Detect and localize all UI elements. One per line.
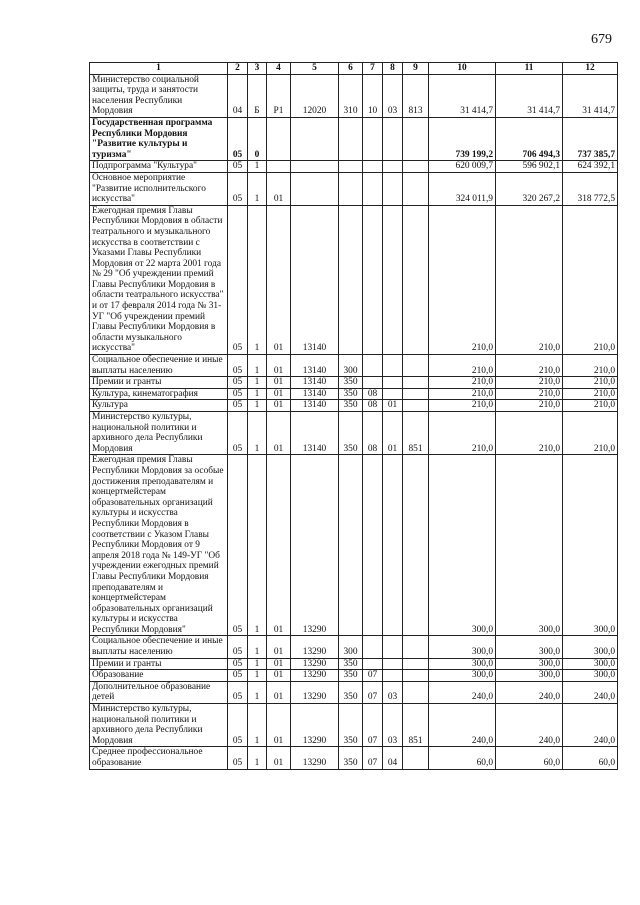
amount-cell: 210,0 (429, 400, 496, 412)
code-cell (339, 161, 363, 173)
table-row (90, 74, 618, 117)
code-cell: 0 (248, 117, 267, 160)
code-cell: 1 (248, 670, 267, 682)
code-cell (363, 172, 383, 205)
table-row (90, 388, 618, 400)
code-cell: 1 (248, 681, 267, 703)
row-name-cell: Культура, кинематография (90, 388, 228, 400)
code-cell: 350 (339, 704, 363, 747)
table-row (90, 172, 618, 205)
table-row (90, 681, 618, 703)
col-header: 7 (363, 63, 383, 75)
table-row (90, 205, 618, 354)
code-cell: 05 (228, 704, 248, 747)
code-cell (363, 636, 383, 658)
code-cell: 01 (267, 412, 291, 455)
amount-cell: 300,0 (563, 658, 618, 670)
table-row (90, 117, 618, 160)
code-cell: 03 (383, 704, 403, 747)
code-cell: 350 (339, 400, 363, 412)
code-cell: 13290 (291, 670, 339, 682)
row-name-cell: Ежегодная премия Главы Республики Мордовия за особые достижения преподавателям и концертмейстерам образовательных организаций культуры и искусства Республики Мордовия в соответствии с Указом Главы Республики Мордовия от 9 апреля 2018 года № 149-УГ "Об учреждении ежегодных премий Главы Республики Мордовия преподавателям и концертмейстерам образовательных организаций культуры и искусства Республики Мордовия" (90, 455, 228, 636)
code-cell: 05 (228, 658, 248, 670)
code-cell (403, 681, 429, 703)
code-cell: 01 (383, 412, 403, 455)
table-row (90, 412, 618, 455)
row-name-cell: Социальное обеспечение и иные выплаты населению (90, 355, 228, 377)
code-cell: 13290 (291, 636, 339, 658)
code-cell: 05 (228, 117, 248, 160)
code-cell: 13290 (291, 455, 339, 636)
code-cell (403, 658, 429, 670)
code-cell: 1 (248, 205, 267, 354)
code-cell: 13290 (291, 681, 339, 703)
amount-cell: 60,0 (563, 747, 618, 769)
code-cell (403, 172, 429, 205)
amount-cell: 300,0 (429, 670, 496, 682)
amount-cell: 210,0 (563, 377, 618, 389)
code-cell (339, 117, 363, 160)
table-row (90, 747, 618, 769)
code-cell: 13140 (291, 205, 339, 354)
code-cell (363, 355, 383, 377)
code-cell: 1 (248, 355, 267, 377)
amount-cell: 31 414,7 (563, 74, 618, 117)
col-header: 11 (496, 63, 563, 75)
amount-cell: 320 267,2 (496, 172, 563, 205)
row-name-cell: Министерство социальной защиты, труда и занятости населения Республики Мордовия (90, 74, 228, 117)
table-row (90, 400, 618, 412)
amount-cell: 318 772,5 (563, 172, 618, 205)
code-cell: 05 (228, 355, 248, 377)
row-name-cell: Культура (90, 400, 228, 412)
code-cell: 05 (228, 636, 248, 658)
code-cell: 350 (339, 388, 363, 400)
amount-cell: 210,0 (563, 355, 618, 377)
code-cell: 05 (228, 172, 248, 205)
amount-cell: 210,0 (496, 205, 563, 354)
code-cell: 07 (363, 670, 383, 682)
code-cell: 01 (267, 400, 291, 412)
amount-cell: 210,0 (563, 412, 618, 455)
amount-cell: 210,0 (496, 355, 563, 377)
code-cell (363, 377, 383, 389)
col-header: 9 (403, 63, 429, 75)
amount-cell: 706 494,3 (496, 117, 563, 160)
col-header: 2 (228, 63, 248, 75)
amount-cell: 31 414,7 (496, 74, 563, 117)
code-cell: 04 (228, 74, 248, 117)
col-header: 4 (267, 63, 291, 75)
code-cell: 350 (339, 747, 363, 769)
amount-cell: 210,0 (429, 388, 496, 400)
code-cell: 1 (248, 455, 267, 636)
code-cell: 08 (363, 400, 383, 412)
code-cell: 350 (339, 412, 363, 455)
code-cell: 05 (228, 388, 248, 400)
row-name-cell: Ежегодная премия Главы Республики Мордовия в области театрального и музыкального искусства в соответствии с Указами Главы Республики Мордовия от 22 марта 2001 года № 29 "Об учреждении премий Главы Республики Мордовия в области театрального искусства" и от 17 февраля 2014 года № 31-УГ "Об учреждении премий Главы Республики Мордовия в области музыкального искусства" (90, 205, 228, 354)
code-cell: 01 (267, 658, 291, 670)
code-cell: 01 (267, 681, 291, 703)
code-cell (383, 377, 403, 389)
amount-cell: 300,0 (496, 455, 563, 636)
page-number: 679 (591, 32, 612, 47)
row-name-cell: Основное мероприятие "Развитие исполнительского искусства" (90, 172, 228, 205)
code-cell: 01 (267, 704, 291, 747)
row-name-cell: Премии и гранты (90, 658, 228, 670)
code-cell: 03 (383, 681, 403, 703)
code-cell: 01 (267, 172, 291, 205)
amount-cell: 300,0 (429, 658, 496, 670)
code-cell: 01 (267, 455, 291, 636)
code-cell (383, 670, 403, 682)
row-name-cell: Государственная программа Республики Мордовия "Развитие культуры и туризма" (90, 117, 228, 160)
code-cell (383, 388, 403, 400)
amount-cell: 240,0 (563, 681, 618, 703)
amount-cell: 210,0 (429, 205, 496, 354)
table-row (90, 161, 618, 173)
row-name-cell: Образование (90, 670, 228, 682)
amount-cell: 240,0 (429, 681, 496, 703)
code-cell: 350 (339, 681, 363, 703)
row-name-cell: Подпрограмма "Культура" (90, 161, 228, 173)
table-header-row (90, 63, 618, 75)
col-header: 1 (90, 63, 228, 75)
code-cell: Б (248, 74, 267, 117)
code-cell (403, 388, 429, 400)
code-cell (403, 377, 429, 389)
code-cell (383, 658, 403, 670)
code-cell (363, 205, 383, 354)
amount-cell: 300,0 (496, 670, 563, 682)
row-name-cell: Среднее профессиональное образование (90, 747, 228, 769)
row-name-cell: Дополнительное образование детей (90, 681, 228, 703)
code-cell: 01 (267, 636, 291, 658)
amount-cell: 210,0 (563, 400, 618, 412)
code-cell (383, 636, 403, 658)
amount-cell: 300,0 (496, 658, 563, 670)
code-cell (383, 117, 403, 160)
code-cell (363, 117, 383, 160)
code-cell: 1 (248, 388, 267, 400)
code-cell: 1 (248, 636, 267, 658)
code-cell: 01 (267, 377, 291, 389)
code-cell (403, 355, 429, 377)
code-cell (403, 747, 429, 769)
code-cell: 300 (339, 355, 363, 377)
code-cell: 1 (248, 704, 267, 747)
code-cell: 01 (267, 670, 291, 682)
amount-cell: 210,0 (496, 400, 563, 412)
code-cell: 1 (248, 412, 267, 455)
code-cell: 851 (403, 412, 429, 455)
code-cell: 01 (267, 205, 291, 354)
budget-table (89, 62, 618, 770)
code-cell: 01 (267, 747, 291, 769)
code-cell: 13140 (291, 400, 339, 412)
amount-cell: 324 011,9 (429, 172, 496, 205)
code-cell: 05 (228, 455, 248, 636)
code-cell: Р1 (267, 74, 291, 117)
code-cell: 12020 (291, 74, 339, 117)
amount-cell: 737 385,7 (563, 117, 618, 160)
code-cell: 07 (363, 681, 383, 703)
amount-cell: 210,0 (563, 205, 618, 354)
amount-cell: 739 199,2 (429, 117, 496, 160)
amount-cell: 240,0 (496, 704, 563, 747)
code-cell: 1 (248, 747, 267, 769)
amount-cell: 210,0 (496, 412, 563, 455)
code-cell (363, 658, 383, 670)
row-name-cell: Социальное обеспечение и иные выплаты населению (90, 636, 228, 658)
amount-cell: 624 392,1 (563, 161, 618, 173)
table-row (90, 658, 618, 670)
code-cell (291, 172, 339, 205)
code-cell: 05 (228, 161, 248, 173)
code-cell (363, 161, 383, 173)
table-row (90, 704, 618, 747)
code-cell (267, 161, 291, 173)
amount-cell: 300,0 (563, 670, 618, 682)
code-cell: 1 (248, 377, 267, 389)
code-cell (383, 455, 403, 636)
col-header: 5 (291, 63, 339, 75)
amount-cell: 210,0 (429, 377, 496, 389)
amount-cell: 210,0 (429, 412, 496, 455)
code-cell: 10 (363, 74, 383, 117)
table-row (90, 455, 618, 636)
code-cell (403, 636, 429, 658)
amount-cell: 240,0 (496, 681, 563, 703)
amount-cell: 210,0 (496, 377, 563, 389)
col-header: 3 (248, 63, 267, 75)
code-cell (339, 455, 363, 636)
code-cell: 05 (228, 400, 248, 412)
code-cell: 13290 (291, 704, 339, 747)
code-cell: 13140 (291, 377, 339, 389)
code-cell: 05 (228, 747, 248, 769)
col-header: 12 (563, 63, 618, 75)
amount-cell: 60,0 (429, 747, 496, 769)
code-cell: 07 (363, 747, 383, 769)
code-cell (403, 455, 429, 636)
code-cell (403, 400, 429, 412)
code-cell (383, 355, 403, 377)
col-header: 6 (339, 63, 363, 75)
code-cell: 350 (339, 377, 363, 389)
code-cell: 03 (383, 74, 403, 117)
row-name-cell: Министерство культуры, национальной политики и архивного дела Республики Мордовия (90, 704, 228, 747)
amount-cell: 210,0 (496, 388, 563, 400)
code-cell: 01 (267, 388, 291, 400)
code-cell: 300 (339, 636, 363, 658)
code-cell: 350 (339, 658, 363, 670)
code-cell: 13290 (291, 658, 339, 670)
code-cell: 05 (228, 377, 248, 389)
code-cell: 05 (228, 412, 248, 455)
code-cell (403, 161, 429, 173)
code-cell: 13140 (291, 355, 339, 377)
table-row (90, 636, 618, 658)
code-cell: 13140 (291, 388, 339, 400)
amount-cell: 300,0 (429, 455, 496, 636)
code-cell: 1 (248, 161, 267, 173)
col-header: 10 (429, 63, 496, 75)
code-cell: 13290 (291, 747, 339, 769)
row-name-cell: Премии и гранты (90, 377, 228, 389)
code-cell (383, 172, 403, 205)
code-cell: 1 (248, 172, 267, 205)
code-cell (291, 117, 339, 160)
code-cell (291, 161, 339, 173)
amount-cell: 300,0 (563, 455, 618, 636)
code-cell (403, 117, 429, 160)
code-cell: 851 (403, 704, 429, 747)
code-cell: 05 (228, 205, 248, 354)
code-cell (383, 161, 403, 173)
amount-cell: 300,0 (563, 636, 618, 658)
code-cell: 07 (363, 704, 383, 747)
code-cell: 350 (339, 670, 363, 682)
amount-cell: 210,0 (429, 355, 496, 377)
amount-cell: 60,0 (496, 747, 563, 769)
amount-cell: 240,0 (563, 704, 618, 747)
code-cell: 13140 (291, 412, 339, 455)
col-header: 8 (383, 63, 403, 75)
code-cell: 04 (383, 747, 403, 769)
code-cell: 08 (363, 388, 383, 400)
amount-cell: 31 414,7 (429, 74, 496, 117)
code-cell: 05 (228, 681, 248, 703)
code-cell (363, 455, 383, 636)
code-cell: 05 (228, 670, 248, 682)
amount-cell: 300,0 (429, 636, 496, 658)
code-cell (339, 205, 363, 354)
code-cell: 1 (248, 658, 267, 670)
code-cell: 310 (339, 74, 363, 117)
table-row (90, 355, 618, 377)
amount-cell: 596 902,1 (496, 161, 563, 173)
code-cell: 01 (267, 355, 291, 377)
table-row (90, 377, 618, 389)
row-name-cell: Министерство культуры, национальной политики и архивного дела Республики Мордовия (90, 412, 228, 455)
amount-cell: 240,0 (429, 704, 496, 747)
amount-cell: 210,0 (563, 388, 618, 400)
amount-cell: 620 009,7 (429, 161, 496, 173)
code-cell (383, 205, 403, 354)
code-cell: 813 (403, 74, 429, 117)
code-cell: 01 (383, 400, 403, 412)
code-cell (403, 205, 429, 354)
code-cell (267, 117, 291, 160)
code-cell: 1 (248, 400, 267, 412)
code-cell (403, 670, 429, 682)
code-cell: 08 (363, 412, 383, 455)
amount-cell: 300,0 (496, 636, 563, 658)
code-cell (339, 172, 363, 205)
table-row (90, 670, 618, 682)
